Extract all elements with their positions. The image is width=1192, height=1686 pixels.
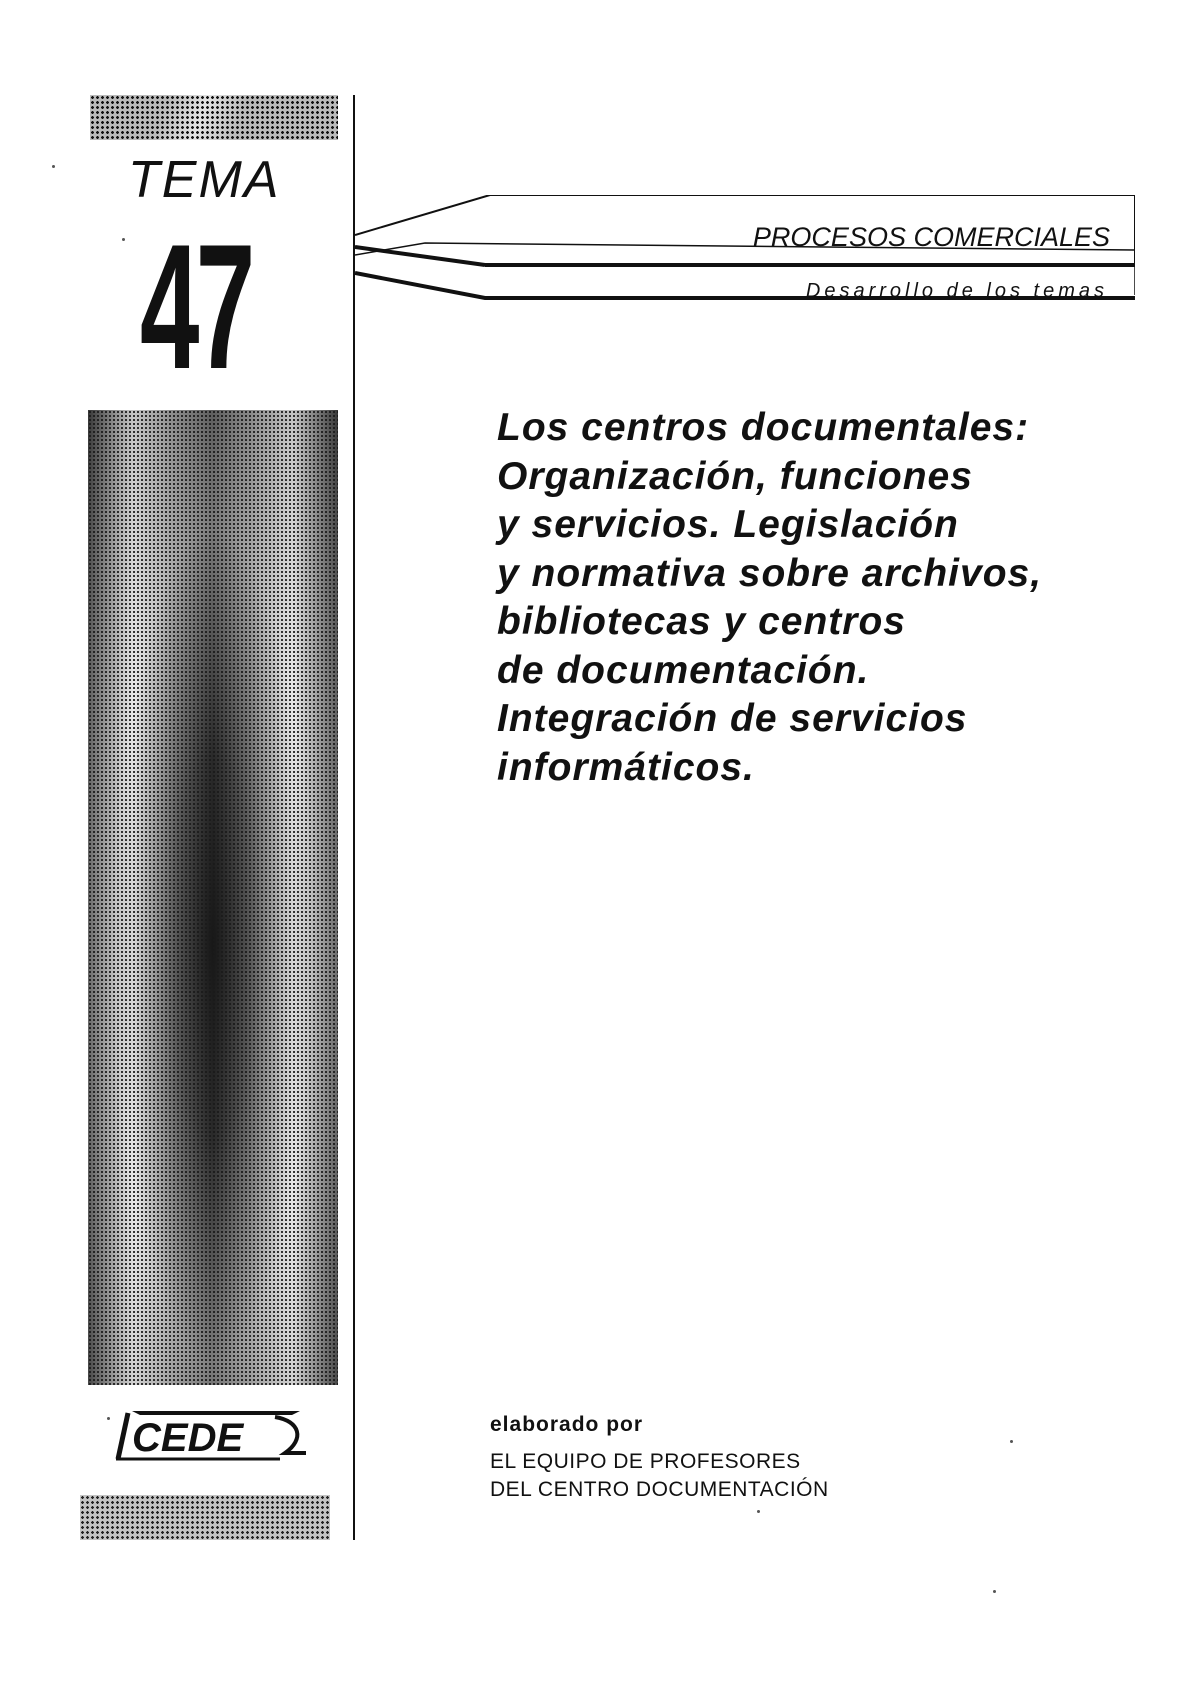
topic-title: Los centros documentales: Organización, funciones y servicios. Legislación y normativa sobre archivos, bibliotecas y centros de documentación. Integración de servicios informáticos.	[497, 406, 1043, 789]
tema-number: 47	[140, 207, 252, 406]
credit-line-2: DEL CENTRO DOCUMENTACIÓN	[490, 1478, 829, 1501]
cede-logo	[110, 1405, 310, 1465]
library-corridor-photo	[88, 410, 338, 1385]
halftone-band-top	[90, 95, 338, 140]
scan-speck	[107, 1417, 110, 1420]
scan-speck	[1010, 1440, 1013, 1443]
credit-label: elaborado por	[490, 1413, 644, 1436]
tema-label: TEMA	[128, 151, 281, 209]
halftone-band-bottom	[80, 1495, 330, 1540]
section-subheading: Desarrollo de los temas	[805, 280, 1108, 302]
cede-logo-text: CEDE	[132, 1416, 244, 1460]
scan-speck	[122, 238, 125, 241]
scan-speck	[757, 1510, 760, 1513]
section-heading: PROCESOS COMERCIALES	[752, 222, 1110, 252]
scan-speck	[52, 165, 55, 168]
scan-speck	[993, 1590, 996, 1593]
credit-line-1: EL EQUIPO DE PROFESORES	[490, 1450, 801, 1473]
